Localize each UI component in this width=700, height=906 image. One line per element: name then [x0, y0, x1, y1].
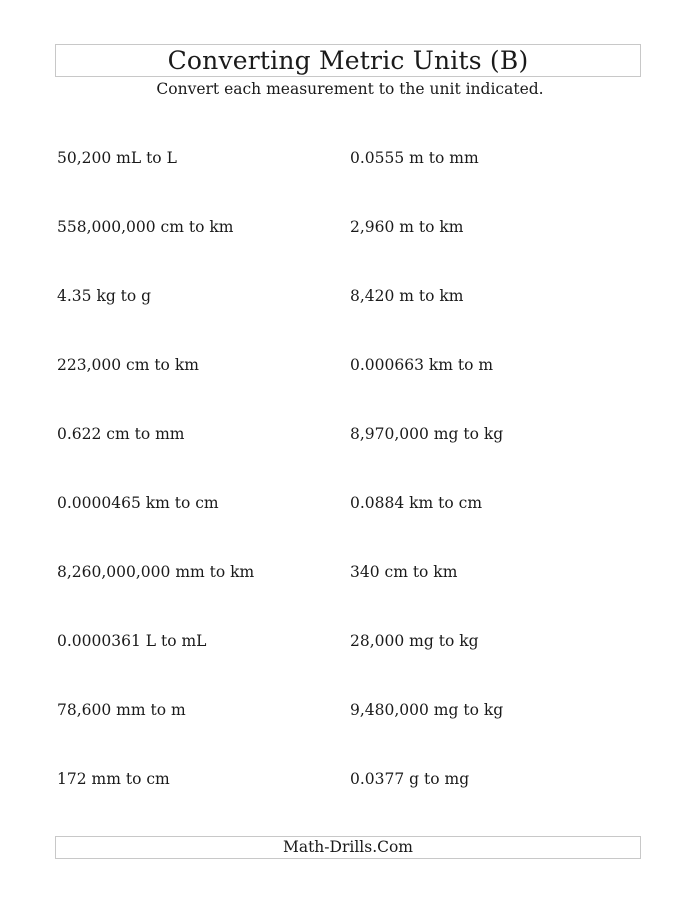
- problem-left-3: 4.35 kg to g: [57, 287, 152, 305]
- problem-right-7: 340 cm to km: [350, 563, 458, 581]
- problem-left-2: 558,000,000 cm to km: [57, 218, 234, 236]
- problem-left-9: 78,600 mm to m: [57, 701, 186, 719]
- problem-right-9: 9,480,000 mg to kg: [350, 701, 504, 719]
- problem-left-4: 223,000 cm to km: [57, 356, 199, 374]
- problem-right-4: 0.000663 km to m: [350, 356, 494, 374]
- problem-right-3: 8,420 m to km: [350, 287, 464, 305]
- problem-left-8: 0.0000361 L to mL: [57, 632, 207, 650]
- problem-right-6: 0.0884 km to cm: [350, 494, 483, 512]
- problem-left-6: 0.0000465 km to cm: [57, 494, 219, 512]
- problem-left-10: 172 mm to cm: [57, 770, 170, 788]
- problem-right-5: 8,970,000 mg to kg: [350, 425, 504, 443]
- footer-box: [55, 836, 641, 859]
- problem-right-1: 0.0555 m to mm: [350, 149, 479, 167]
- instructions: Convert each measurement to the unit indicated.: [156, 80, 544, 98]
- footer-text: Math-Drills.Com: [282, 837, 414, 856]
- worksheet-title: Converting Metric Units (B): [167, 46, 529, 75]
- problem-left-5: 0.622 cm to mm: [57, 425, 185, 443]
- problem-right-10: 0.0377 g to mg: [350, 770, 470, 788]
- problem-right-2: 2,960 m to km: [350, 218, 464, 236]
- problem-right-8: 28,000 mg to kg: [350, 632, 479, 650]
- problem-left-1: 50,200 mL to L: [57, 149, 177, 167]
- problem-left-7: 8,260,000,000 mm to km: [57, 563, 255, 581]
